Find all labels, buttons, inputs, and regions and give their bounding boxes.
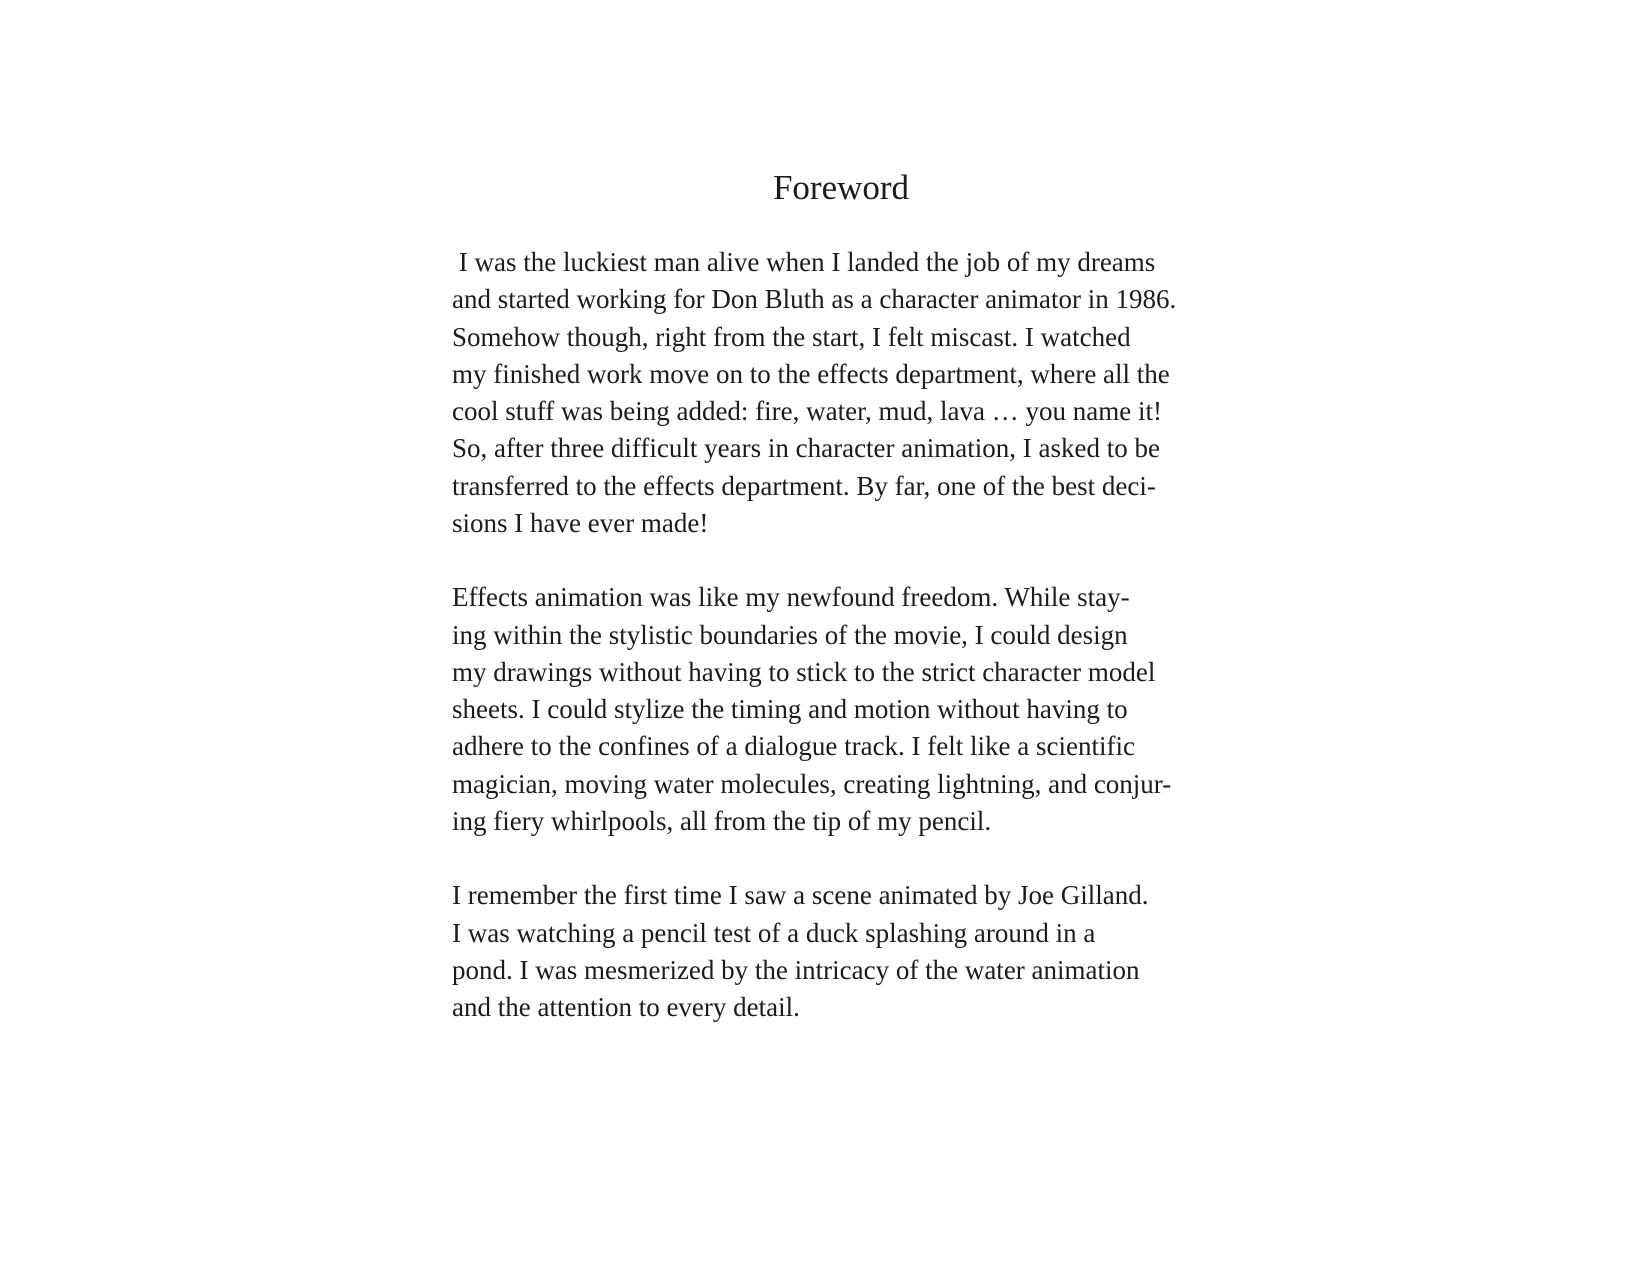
text-line: transferred to the effects department. By far, one of the best deci- bbox=[452, 470, 1156, 501]
text-line: So, after three difficult years in character animation, I asked to be bbox=[452, 433, 1160, 464]
text-line: and the attention to every detail. bbox=[452, 992, 800, 1022]
paragraph-2 bbox=[452, 579, 1252, 840]
text-line: I remember the first time I saw a scene animated by Joe Gilland. bbox=[452, 880, 1149, 911]
text-line: cool stuff was being added: fire, water, mud, lava … you name it! bbox=[452, 396, 1162, 426]
text-line: I was watching a pencil test of a duck splashing around in a bbox=[452, 917, 1096, 948]
page-title: Foreword bbox=[772, 168, 910, 207]
paragraph-1 bbox=[452, 244, 1252, 542]
text-line: ing fiery whirlpools, all from the tip of my pencil. bbox=[452, 805, 992, 836]
paragraph-gap bbox=[452, 542, 1252, 579]
text-line: sions I have ever made! bbox=[452, 507, 709, 538]
text-line: and started working for Don Bluth as a character animator in 1986. bbox=[452, 284, 1177, 315]
paragraph-3 bbox=[452, 877, 1252, 1026]
text-line: ing within the stylistic boundaries of the movie, I could design bbox=[452, 619, 1128, 650]
paragraph-gap bbox=[452, 840, 1252, 877]
text-line: my finished work move on to the effects department, where all the bbox=[452, 358, 1170, 389]
text-line: I was the luckiest man alive when I landed the job of my dreams bbox=[452, 247, 1156, 277]
text-line: adhere to the confines of a dialogue track. I felt like a scientific bbox=[452, 731, 1135, 762]
text-line: Effects animation was like my newfound freedom. While stay- bbox=[452, 582, 1130, 613]
text-line: sheets. I could stylize the timing and motion without having to bbox=[452, 694, 1128, 724]
foreword-body bbox=[452, 244, 1252, 1026]
text-line: Somehow though, right from the start, I felt miscast. I watched bbox=[452, 321, 1131, 352]
text-line: my drawings without having to stick to the strict character model bbox=[452, 656, 1156, 687]
text-line: pond. I was mesmerized by the intricacy of the water animation bbox=[452, 954, 1140, 985]
text-line: magician, moving water molecules, creating lightning, and conjur- bbox=[452, 768, 1172, 799]
